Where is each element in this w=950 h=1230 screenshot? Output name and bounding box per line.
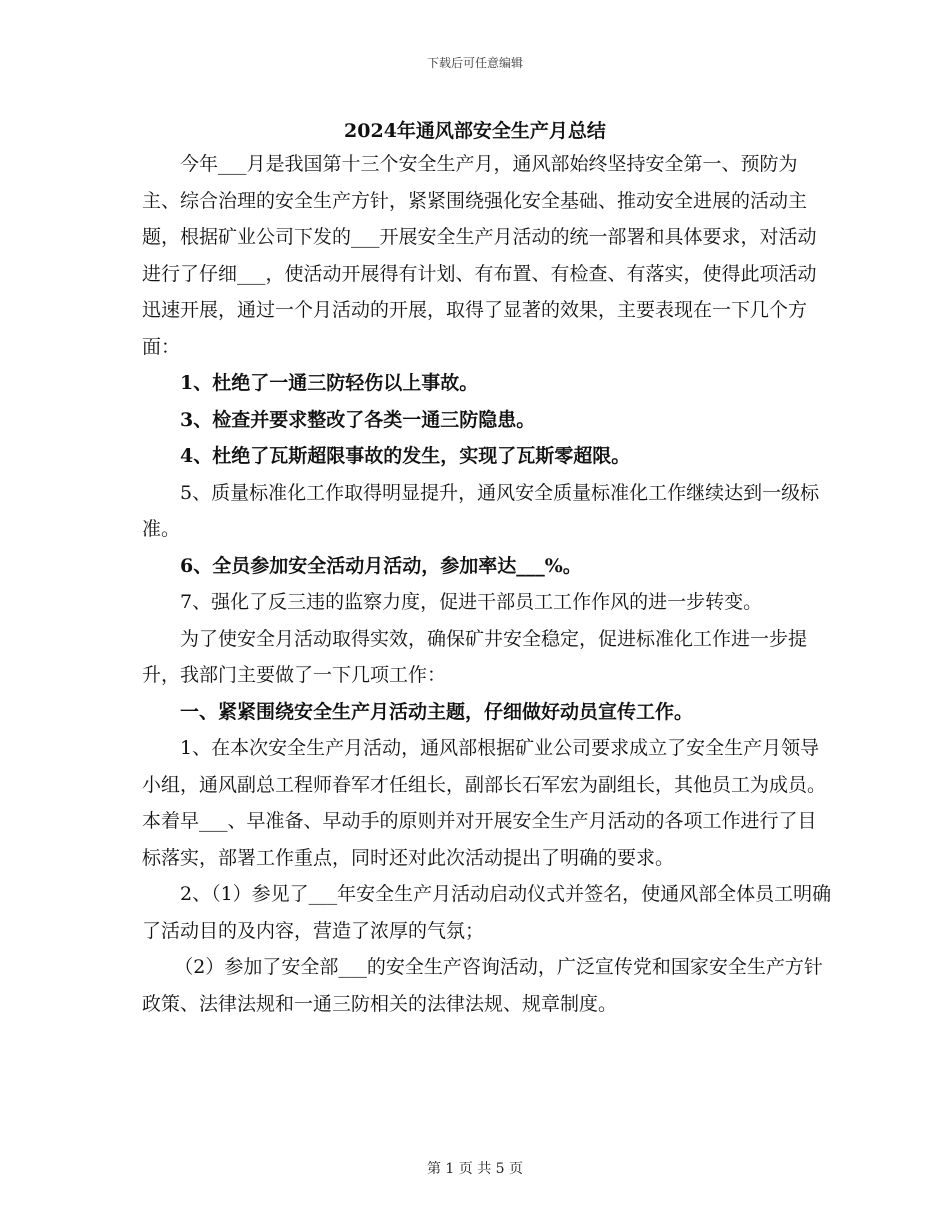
- result-item-3: 3、检查并要求整改了各类一通三防隐患。: [180, 408, 536, 431]
- result-item-4: 4、杜绝了瓦斯超限事故的发生，实现了瓦斯零超限。: [180, 445, 631, 467]
- work-item-1: 1、在本次安全生产月活动，通风部根据矿业公司要求成立了安全生产月领导小组，通风副总工程师眷军才任组长，副部长石军宏为副组长，其他员工为成员。本着早___、早准备、早动手的原则并对开展安全生产月活动的各项工作进行了目标落实，部署工作重点，同时还对此次活动提出了明确的要求。: [142, 737, 827, 869]
- document-title: 2024年通风部安全生产月总结: [344, 120, 606, 142]
- result-item-7: 7、强化了反三违的监察力度，促进干部员工工作作风的进一步转变。: [180, 591, 763, 613]
- result-item-6: 6、全员参加安全活动月活动，参加率达___%。: [180, 554, 582, 577]
- intro-paragraph: 今年___月是我国第十三个安全生产月，通风部始终坚持安全第一、预防为主、综合治理的安全生产方针，紧紧围绕强化安全基础、推动安全进展的活动主题，根据矿业公司下发的___开展安全生产月活动的统一部署和具体要求，对活动进行了仔细___，使活动开展得有计划、有布置、有检查、有落实，使得此项活动迅速开展，通过一个月活动的开展，取得了显著的效果，主要表现在一下几个方面：: [142, 153, 817, 358]
- work-intro-paragraph: 为了使安全月活动取得实效，确保矿井安全稳定，促进标准化工作进一步提升，我部门主要做了一下几项工作：: [142, 627, 808, 686]
- work-item-2-1: 2、（1）参见了___年安全生产月活动启动仪式并签名，使通风部全体员工明确了活动目的及内容，营造了浓厚的气氛；: [142, 883, 832, 942]
- work-item-2-2: （2）参加了安全部___的安全生产咨询活动，广泛宣传党和国家安全生产方针政策、法律法规和一通三防相关的法律法规、规章制度。: [142, 956, 823, 1015]
- result-item-5: 5、质量标准化工作取得明显提升，通风安全质量标准化工作继续达到一级标准。: [142, 481, 820, 540]
- page-header-note: 下载后可任意编辑: [426, 56, 523, 70]
- result-item-1: 1、杜绝了一通三防轻伤以上事故。: [180, 372, 479, 394]
- document-body: [142, 146, 832, 1022]
- section-heading-1: 一、紧紧围绕安全生产月活动主题，仔细做好动员宣传工作。: [180, 700, 694, 723]
- page-number: 第 1 页 共 5 页: [426, 1161, 524, 1177]
